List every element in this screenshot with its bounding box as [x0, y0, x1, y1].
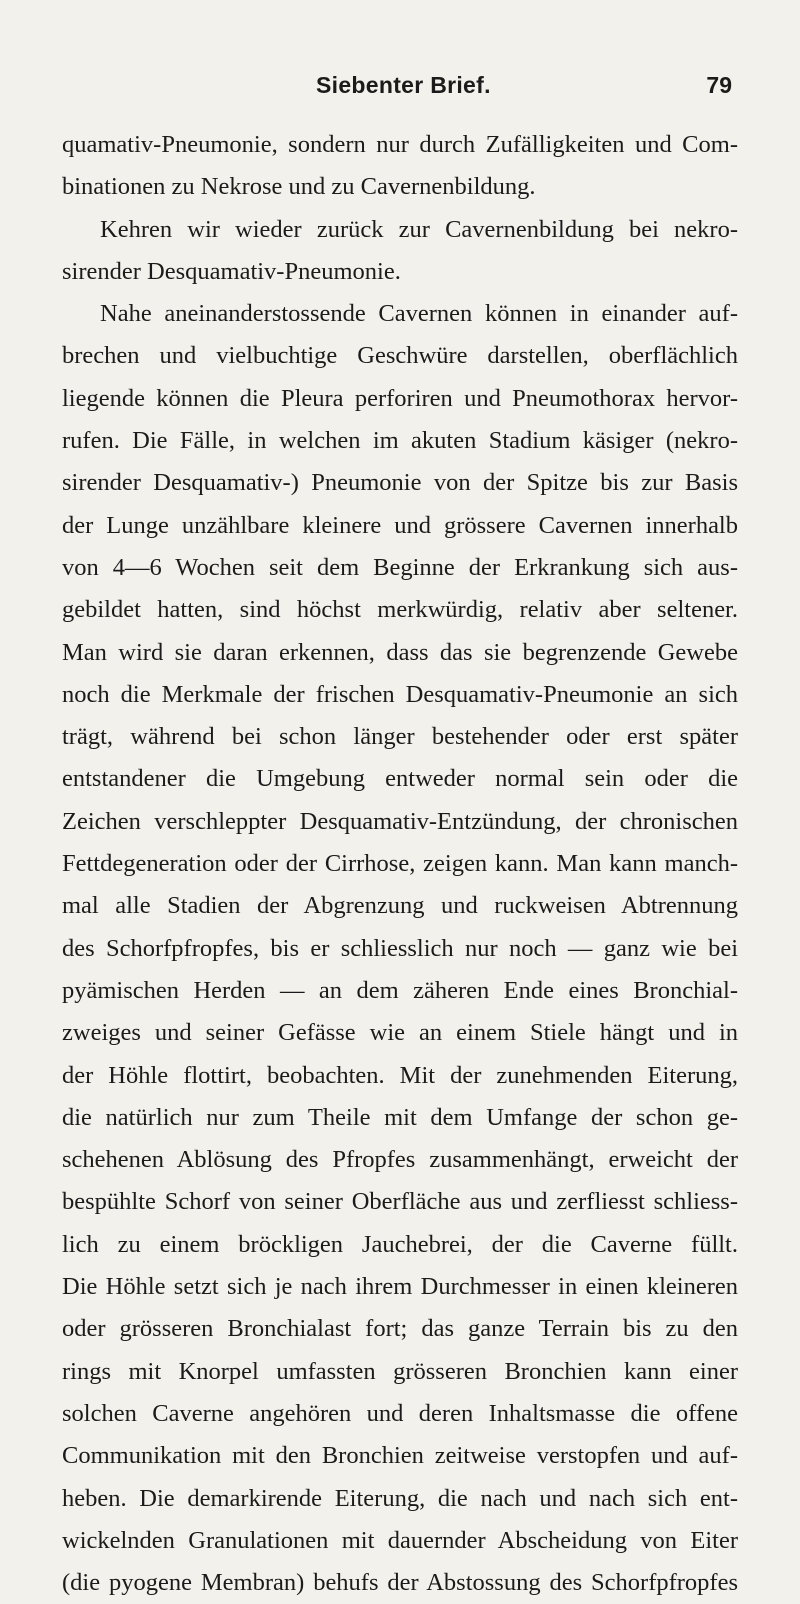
text-line: brechen und vielbuchtige Geschwüre darstellen, oberflächlich — [62, 342, 738, 370]
running-head — [0, 72, 800, 112]
text-line: lich zu einem bröckligen Jauchebrei, der die Caverne füllt. — [62, 1230, 738, 1258]
text-line: entstandener die Umgebung entweder normal sein oder die — [62, 765, 738, 793]
text-line: rings mit Knorpel umfassten grösseren Bronchien kann einer — [62, 1357, 738, 1385]
text-line: mal alle Stadien der Abgrenzung und ruckweisen Abtrennung — [62, 892, 738, 920]
text-line: pyämischen Herden — an dem zäheren Ende eines Bronchial- — [62, 976, 738, 1004]
text-line: sirender Desquamativ-Pneumonie. — [62, 257, 401, 285]
body-text — [62, 124, 738, 1604]
text-line: oder grösseren Bronchialast fort; das ganze Terrain bis zu den — [62, 1315, 738, 1343]
text-line: solchen Caverne angehören und deren Inhaltsmasse die offene — [62, 1399, 738, 1427]
text-line: Nahe aneinanderstossende Cavernen können in einander auf- — [100, 300, 738, 328]
text-line: der Höhle flottirt, beobachten. Mit der zunehmenden Eiterung, — [62, 1061, 738, 1089]
text-line: schehenen Ablösung des Pfropfes zusammenhängt, erweicht der — [62, 1146, 738, 1174]
text-line: des Schorfpfropfes, bis er schliesslich nur noch — ganz wie bei — [62, 934, 738, 962]
text-line: sirender Desquamativ-) Pneumonie von der Spitze bis zur Basis — [62, 469, 738, 497]
text-line: der Lunge unzählbare kleinere und grössere Cavernen innerhalb — [62, 511, 738, 539]
text-line: binationen zu Nekrose und zu Cavernenbildung. — [62, 173, 536, 201]
text-line: quamativ-Pneumonie, sondern nur durch Zufälligkeiten und Com- — [62, 131, 738, 158]
text-line: Kehren wir wieder zurück zur Cavernenbildung bei nekro- — [100, 215, 738, 243]
text-line: trägt, während bei schon länger bestehender oder erst später — [62, 723, 738, 751]
text-line: Zeichen verschleppter Desquamativ-Entzündung, der chronischen — [62, 807, 738, 835]
text-line: bespühlte Schorf von seiner Oberfläche aus und zerfliesst schliess- — [62, 1188, 738, 1216]
text-line: zweiges und seiner Gefässe wie an einem Stiele hängt und in — [62, 1019, 738, 1047]
text-line: (die pyogene Membran) behufs der Abstossung des Schorfpfropfes — [62, 1569, 738, 1597]
text-line: die natürlich nur zum Theile mit dem Umfange der schon ge- — [62, 1103, 738, 1131]
text-line: noch die Merkmale der frischen Desquamativ-Pneumonie an sich — [62, 680, 738, 708]
text-line: wickelnden Granulationen mit dauernder Abscheidung von Eiter — [62, 1526, 738, 1554]
running-title: Siebenter Brief. — [316, 72, 491, 98]
text-line: Man wird sie daran erkennen, dass das sie begrenzende Gewebe — [62, 638, 738, 666]
text-line: von 4—6 Wochen seit dem Beginne der Erkrankung sich aus- — [62, 553, 738, 581]
text-line: Fettdegeneration oder der Cirrhose, zeigen kann. Man kann manch- — [62, 850, 738, 878]
text-line: rufen. Die Fälle, in welchen im akuten Stadium käsiger (nekro- — [62, 427, 738, 455]
text-line: gebildet hatten, sind höchst merkwürdig, relativ aber seltener. — [62, 596, 738, 624]
text-line: liegende können die Pleura perforiren und Pneumothorax hervor- — [62, 384, 738, 412]
text-line: Die Höhle setzt sich je nach ihrem Durchmesser in einen kleineren — [62, 1273, 738, 1301]
text-line: heben. Die demarkirende Eiterung, die nach und nach sich ent- — [62, 1484, 738, 1512]
page-number: 79 — [706, 72, 732, 98]
text-line: Communikation mit den Bronchien zeitweise verstopfen und auf- — [62, 1442, 738, 1470]
